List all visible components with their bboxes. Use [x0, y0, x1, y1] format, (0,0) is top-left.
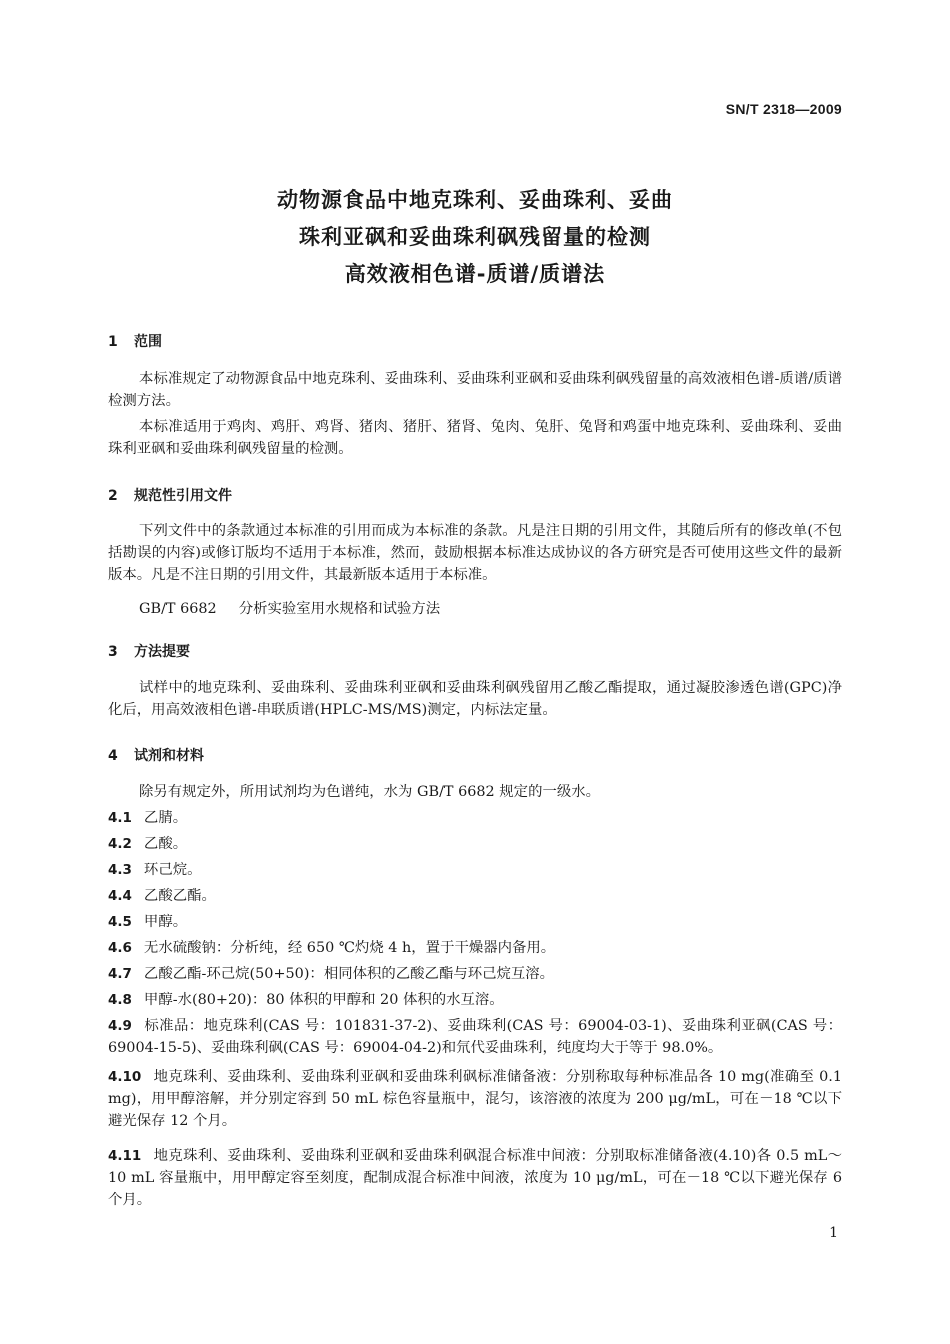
page-number: 1	[829, 1225, 838, 1241]
section-heading-scope	[108, 331, 162, 351]
clause-item	[108, 1066, 842, 1132]
clause-item	[108, 1145, 842, 1211]
section-number: 2	[108, 488, 118, 504]
title-line-2: 珠利亚砜和妥曲珠利砜残留量的检测	[299, 225, 651, 249]
clause-number: 4.6	[108, 940, 132, 956]
clause-item	[108, 859, 842, 881]
clause-text: 甲醇-水(80+20)：80 体积的甲醇和 20 体积的水互溶。	[143, 992, 504, 1008]
clause-item	[108, 937, 842, 959]
document-title	[0, 182, 950, 293]
paragraph: 除另有规定外，所用试剂均为色谱纯，水为 GB/T 6682 规定的一级水。	[139, 784, 601, 800]
clause-text: 地克珠利、妥曲珠利、妥曲珠利亚砜和妥曲珠利砜混合标准中间液：分别取标准储备液(4.10)各 0.5 mL～10 mL 容量瓶中，用甲醇定容至刻度，配制成混合标准中间液，浓度为 10 μg/mL，可在－18 ℃以下避光保存 6 个月。	[108, 1148, 842, 1208]
clause-text: 无水硫酸钠：分析纯，经 650 ℃灼烧 4 h，置于干燥器内备用。	[143, 940, 556, 956]
section-heading-method-principle	[108, 641, 190, 661]
clause-number: 4.9	[108, 1018, 132, 1034]
reference-title: 分析实验室用水规格和试验方法	[238, 601, 441, 617]
clause-item	[108, 911, 842, 933]
title-line-3: 高效液相色谱-质谱/质谱法	[344, 262, 606, 286]
clause-text: 环己烷。	[143, 862, 202, 878]
clause-text: 乙腈。	[143, 810, 188, 826]
clause-number: 4.11	[108, 1148, 142, 1164]
clause-item	[108, 833, 842, 855]
clause-number: 4.2	[108, 836, 132, 852]
clause-item	[108, 989, 842, 1011]
paragraph: 本标准适用于鸡肉、鸡肝、鸡肾、猪肉、猪肝、猪肾、兔肉、兔肝、兔肾和鸡蛋中地克珠利、妥曲珠利、妥曲珠利亚砜和妥曲珠利砜残留量的检测。	[108, 419, 842, 457]
title-line-1: 动物源食品中地克珠利、妥曲珠利、妥曲	[277, 188, 673, 212]
section-title: 方法提要	[134, 644, 190, 660]
standard-code: SN/T 2318—2009	[725, 101, 842, 117]
section-heading-reagents	[108, 745, 204, 765]
clause-text: 甲醇。	[143, 914, 188, 930]
section-title: 范围	[134, 334, 162, 350]
clause-number: 4.10	[108, 1069, 142, 1085]
clause-text: 乙酸。	[143, 836, 188, 852]
clause-number: 4.4	[108, 888, 132, 904]
paragraph: 试样中的地克珠利、妥曲珠利、妥曲珠利亚砜和妥曲珠利砜残留用乙酸乙酯提取，通过凝胶渗透色谱(GPC)净化后，用高效液相色谱-串联质谱(HPLC-MS/MS)测定，内标法定量。	[108, 680, 842, 718]
clause-item	[108, 1015, 842, 1059]
reference-code: GB/T 6682	[139, 601, 217, 617]
clause-number: 4.7	[108, 966, 132, 982]
clause-item	[108, 885, 842, 907]
clause-number: 4.5	[108, 914, 132, 930]
section-number: 1	[108, 334, 118, 350]
section-title: 试剂和材料	[134, 748, 204, 764]
paragraph: 下列文件中的条款通过本标准的引用而成为本标准的条款。凡是注日期的引用文件，其随后所有的修改单(不包括勘误的内容)或修订版均不适用于本标准，然而，鼓励根据本标准达成协议的各方研究是否可使用这些文件的最新版本。凡是不注日期的引用文件，其最新版本适用于本标准。	[108, 523, 842, 583]
clause-text: 乙酸乙酯-环己烷(50+50)：相同体积的乙酸乙酯与环己烷互溶。	[143, 966, 555, 982]
section-title: 规范性引用文件	[134, 488, 232, 504]
section-number: 3	[108, 644, 118, 660]
clause-text: 标准品：地克珠利(CAS 号：101831-37-2)、妥曲珠利(CAS 号：69004-03-1)、妥曲珠利亚砜(CAS 号：69004-15-5)、妥曲珠利砜(CAS 号：69004-04-2)和氘代妥曲珠利，纯度均大于等于 98.0%。	[108, 1018, 842, 1056]
paragraph: 本标准规定了动物源食品中地克珠利、妥曲珠利、妥曲珠利亚砜和妥曲珠利砜残留量的高效液相色谱-质谱/质谱检测方法。	[108, 371, 842, 409]
clause-item	[108, 807, 842, 829]
clause-number: 4.3	[108, 862, 132, 878]
clause-number: 4.8	[108, 992, 132, 1008]
clause-text: 乙酸乙酯。	[143, 888, 216, 904]
clause-number: 4.1	[108, 810, 132, 826]
section-number: 4	[108, 748, 118, 764]
reference-entry	[139, 598, 842, 620]
clause-item	[108, 963, 842, 985]
section-heading-normative-references	[108, 485, 232, 505]
clause-text: 地克珠利、妥曲珠利、妥曲珠利亚砜和妥曲珠利砜标准储备液：分别称取每种标准品各 10 mg(准确至 0.1 mg)，用甲醇溶解，并分别定容到 50 mL 棕色容量瓶中，混匀，该溶液的浓度为 200 μg/mL，可在－18 ℃以下避光保存 12 个月。	[108, 1069, 842, 1129]
